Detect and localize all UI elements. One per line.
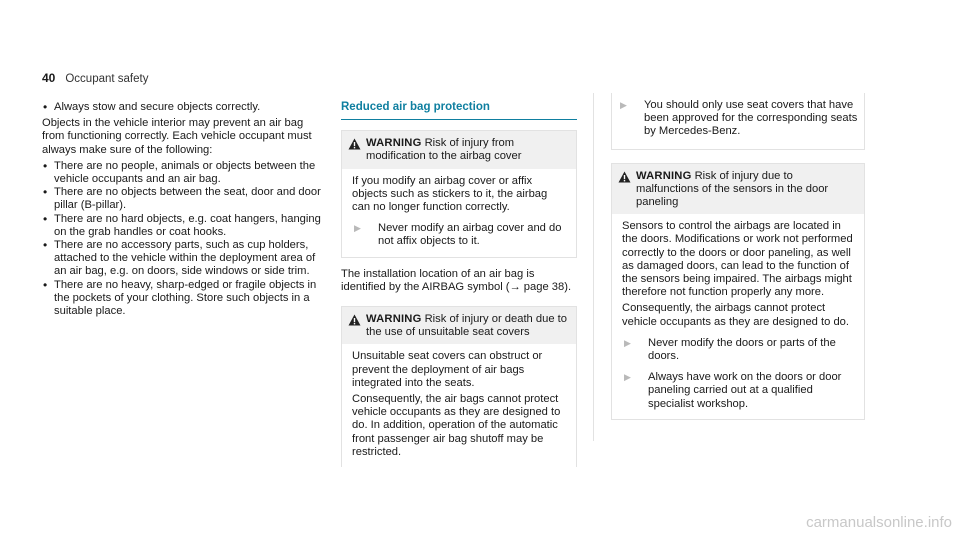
divider <box>593 93 594 441</box>
warning-box-door-sensors <box>611 163 865 420</box>
list-item: • There are no hard objects, e.g. coat hangers, hanging on the grab handles or coat hooks. <box>42 213 327 239</box>
warning-text: Consequently, the air bags cannot protect vehicle occupants as they are designed to do. In addition, operation of the automatic front passenger air bag shutoff may be restricted. <box>352 393 561 458</box>
watermark-url: carmanualsonline.info <box>806 513 952 531</box>
warning-header <box>612 164 864 215</box>
bullet-list-conditions <box>42 160 327 318</box>
warning-heading: Risk of injury due to malfunctions of the sensors in the door paneling <box>636 169 829 209</box>
arrow-right-icon: ▶ <box>624 372 631 383</box>
warning-text: If you modify an airbag cover or affix objects such as stickers to it, the airbag can no longer function correctly. <box>352 174 548 214</box>
warning-body <box>342 169 576 257</box>
warning-box-airbag-cover <box>341 130 577 257</box>
action-text: Always have work on the doors or door paneling carried out at a qualified specialist workshop. <box>648 371 842 410</box>
page-section-title: Occupant safety <box>65 73 149 85</box>
column-1 <box>42 101 327 318</box>
warning-body <box>612 214 864 419</box>
warning-heading: Risk of injury from modification to the airbag cover <box>366 137 522 163</box>
paragraph-objects: Objects in the vehicle interior may prevent an air bag from functioning correctly. Each vehicle occupant must always make sure of the following: <box>42 117 312 156</box>
page-number: 40 <box>42 71 56 85</box>
warning-text: Unsuitable seat covers can obstruct or prevent the deployment of air bags integrated into the seats. <box>352 350 543 389</box>
warning-triangle-icon <box>348 313 366 339</box>
warning-triangle-icon <box>618 170 636 210</box>
warning-label: WARNING <box>636 169 692 182</box>
warning-label: WARNING <box>366 313 422 326</box>
section-title: Reduced air bag protection <box>341 101 577 120</box>
action-item <box>622 337 854 363</box>
arrow-right-icon: ▶ <box>354 223 361 234</box>
list-item: • There are no heavy, sharp-edged or fragile objects in the pockets of your clothing. Store such objects in a suitable place. <box>42 279 327 319</box>
list-item: • There are no accessory parts, such as cup holders, attached to the vehicle within the deployment area of an air bag, e.g. on doors, side windows or side trim. <box>42 239 327 279</box>
action-item <box>622 371 854 411</box>
list-item: • Always stow and secure objects correctly. <box>42 101 327 114</box>
warning-text: Sensors to control the airbags are located in the doors. Modifications or work not performed correctly to the doors or door paneling, as well as damaged doors, can lead to the function of the sensors being impaired. The airbags might therefore not function properly any more. <box>622 220 853 299</box>
warning-triangle-icon <box>348 137 366 163</box>
action-text: Never modify the doors or parts of the doors. <box>648 336 836 363</box>
action-item <box>618 99 864 139</box>
warning-heading: Risk of injury or death due to the use of unsuitable seat covers <box>366 313 567 339</box>
column-3 <box>611 93 865 420</box>
action-text: You should only use seat covers that have been approved for the corresponding seats by Mercedes-Benz. <box>644 99 858 138</box>
arrow-right-icon: ▶ <box>620 100 627 110</box>
warning-header <box>342 307 576 344</box>
warning-text: Consequently, the airbags cannot protect vehicle occupants as they are designed to do. <box>622 302 850 328</box>
list-item: • There are no people, animals or objects between the vehicle occupants and an air bag. <box>42 160 327 186</box>
page-header <box>42 72 148 86</box>
column-2 <box>341 101 577 467</box>
warning-header <box>342 131 576 168</box>
warning-continuation <box>611 93 865 150</box>
arrow-right-icon: ▶ <box>624 337 631 348</box>
warning-box-seat-covers <box>341 306 577 467</box>
list-item: • There are no objects between the seat, door and door pillar (B-pillar). <box>42 186 327 212</box>
bullet-list-top <box>42 101 327 114</box>
warning-body <box>342 344 576 467</box>
paragraph-airbag-symbol: The installation location of an air bag is identified by the AIRBAG symbol (→ page 38). <box>341 267 572 293</box>
warning-label: WARNING <box>366 137 422 150</box>
action-text: Never modify an airbag cover and do not affix objects to it. <box>378 222 562 248</box>
action-item <box>352 222 566 248</box>
